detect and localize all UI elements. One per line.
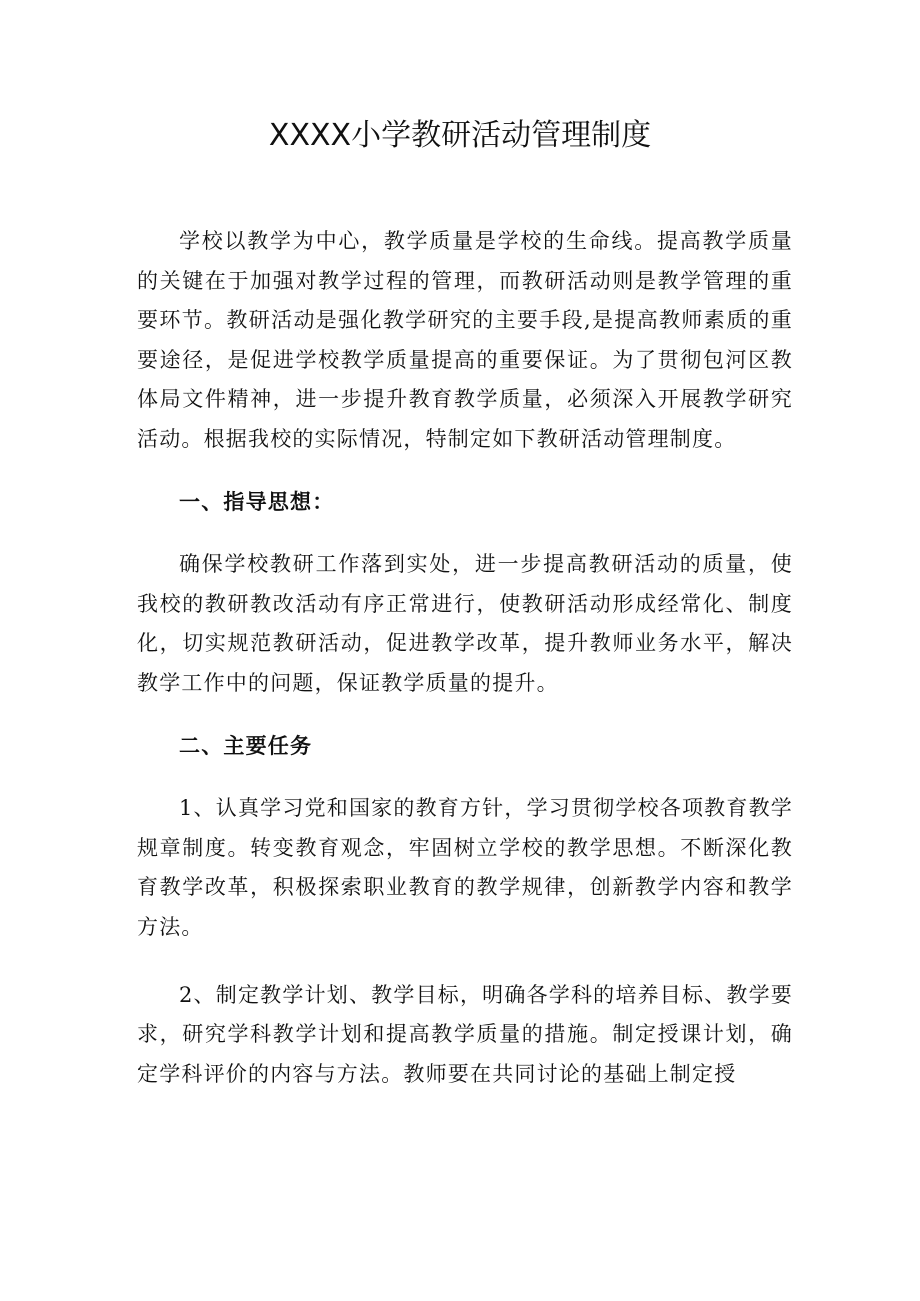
intro-paragraph: 学校以教学为中心，教学质量是学校的生命线。提高教学质量的关键在于加强对教学过程的管理，而教研活动则是教学管理的重要环节。教研活动是强化教学研究的主要手段,是提高教师素质的重要途径，是促进学校教学质量提高的重要保证。为了贯彻包河区教体局文件精神，进一步提升教育教学质量，必须深入开展教学研究活动。根据我校的实际情况，特制定如下教研活动管理制度。 xyxy=(137,229,793,451)
section-heading-main-tasks: 二、主要任务 xyxy=(179,733,313,758)
section-paragraph: 确保学校教研工作落到实处，进一步提高教研活动的质量，使我校的教研教改活动有序正常进行，使教研活动形成经常化、制度化，切实规范教研活动，促进教学改革，提升教师业务水平，解决教学工作中的问题，保证教学质量的提升。 xyxy=(137,552,793,695)
document-body xyxy=(137,222,793,1094)
task-paragraph-2: 2、制定教学计划、教学目标，明确各学科的培养目标、教学要求，研究学科教学计划和提高教学质量的措施。制定授课计划，确定学科评价的内容与方法。教师要在共同讨论的基础上制定授 xyxy=(137,982,793,1086)
section-heading-guiding-ideology: 一、指导思想： xyxy=(179,489,335,514)
task-paragraph-1: 1、认真学习党和国家的教育方针，学习贯彻学校各项教育教学规章制度。转变教育观念，牢固树立学校的教学思想。不断深化教育教学改革，积极探索职业教育的教学规律，创新教学内容和教学方法。 xyxy=(137,796,793,939)
document-title: XXXX小学教研活动管理制度 xyxy=(268,118,652,153)
